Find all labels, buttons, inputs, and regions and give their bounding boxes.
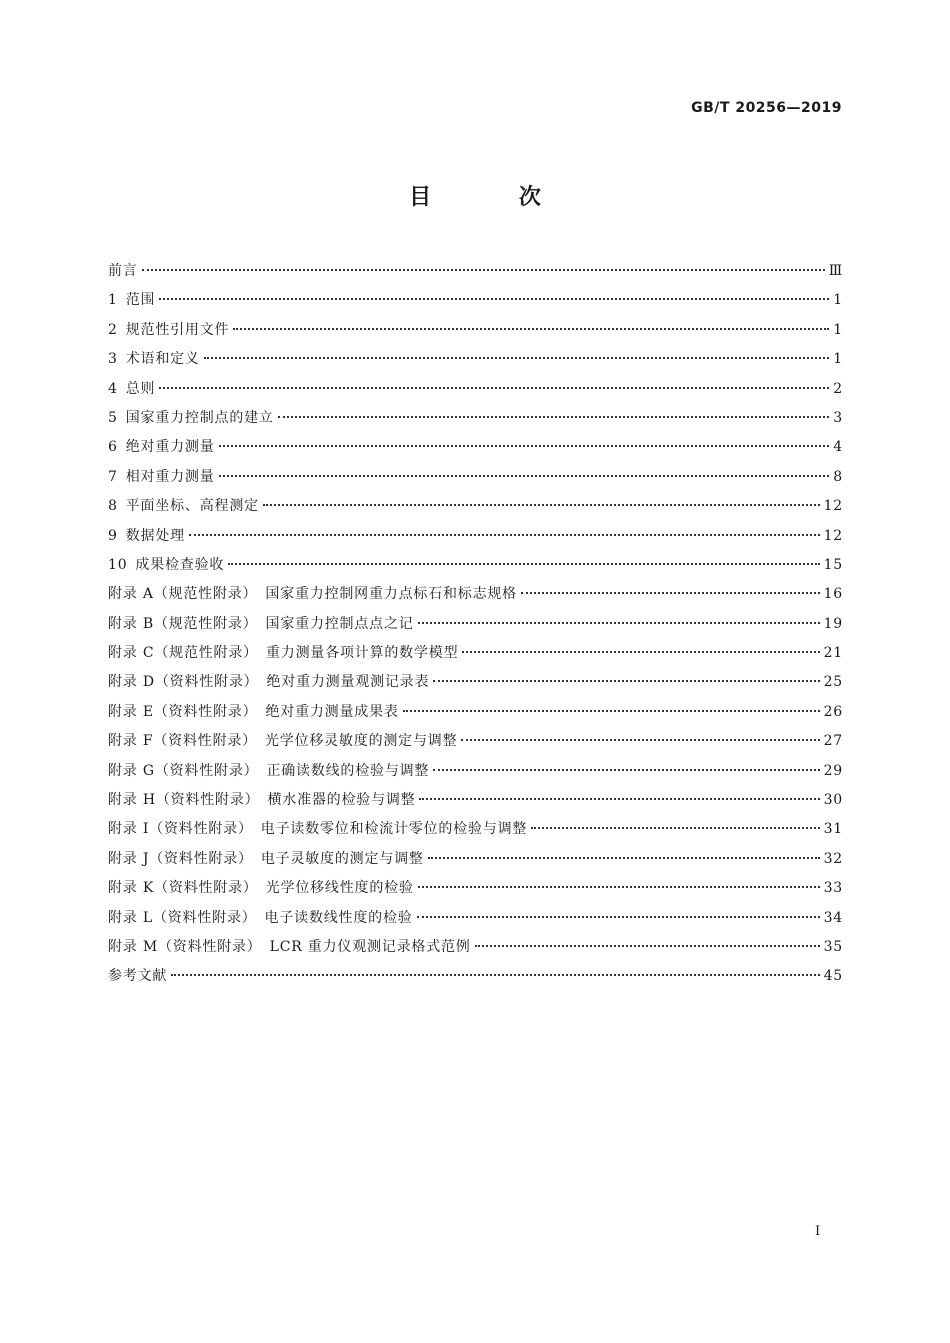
toc-entry-title: 光学位移灵敏度的测定与调整: [264, 733, 458, 750]
toc-entry-page: 16: [823, 586, 843, 603]
toc-entry-page: Ⅲ: [828, 263, 843, 279]
toc-entry[interactable]: [108, 551, 843, 580]
toc-entry-label: [108, 933, 471, 962]
toc-entry-title: 范围: [125, 292, 156, 309]
toc-entry-page: 29: [823, 762, 843, 779]
toc-entry-title: 重力测量各项计算的数学模型: [265, 645, 459, 662]
toc-entry-label: [108, 316, 229, 345]
dot-leader: [521, 592, 820, 594]
toc-entry-title: 国家重力控制点的建立: [125, 409, 274, 426]
toc-entry[interactable]: [108, 286, 843, 315]
dot-leader: [428, 857, 820, 859]
toc-entry-label: [108, 845, 424, 874]
toc-entry-title: 参考文献: [108, 968, 168, 985]
dot-leader: [433, 680, 819, 682]
table-of-contents: [108, 257, 843, 992]
toc-entry-number: 附录 J（资料性附录）: [108, 850, 253, 867]
toc-entry-page: 12: [823, 527, 843, 544]
dot-leader: [228, 563, 819, 565]
toc-entry-page: 26: [823, 703, 843, 720]
toc-entry-title: 绝对重力测量观测记录表: [266, 674, 430, 691]
dot-leader: [233, 328, 829, 330]
dot-leader: [403, 710, 820, 712]
toc-entry-label: [108, 962, 167, 991]
toc-entry-number: 附录 C（规范性附录）: [108, 645, 258, 662]
dot-leader: [419, 798, 819, 800]
toc-entry-label: [108, 786, 415, 815]
toc-entry[interactable]: [108, 580, 843, 609]
toc-entry-label: [108, 551, 224, 580]
dot-leader: [263, 504, 820, 506]
toc-entry[interactable]: [108, 668, 843, 697]
toc-entry-page: 19: [823, 615, 843, 632]
page-title: 目 次: [409, 185, 581, 210]
toc-entry[interactable]: [108, 698, 843, 727]
toc-entry-page: 3: [833, 409, 843, 426]
toc-entry-title: LCR 重力仪观测记录格式范例: [269, 938, 471, 955]
dot-leader: [531, 827, 819, 829]
toc-entry-label: [108, 404, 274, 433]
page-number: Ⅰ: [815, 1224, 821, 1239]
toc-entry-label: [108, 463, 215, 492]
toc-entry[interactable]: [108, 786, 843, 815]
toc-entry-title: 总则: [125, 380, 156, 397]
toc-entry-label: [108, 257, 138, 286]
toc-entry-number: 附录 A（规范性附录）: [108, 586, 258, 603]
toc-entry-number: 9: [108, 527, 118, 544]
toc-entry-title: 平面坐标、高程测定: [125, 498, 259, 515]
toc-entry-page: 21: [823, 645, 843, 662]
dot-leader: [189, 534, 820, 536]
toc-entry-label: [108, 580, 517, 609]
toc-entry-number: 4: [108, 380, 118, 397]
toc-entry-label: [108, 727, 457, 756]
dot-leader: [417, 916, 820, 918]
toc-entry-title: 电子灵敏度的测定与调整: [260, 850, 424, 867]
toc-entry-label: [108, 668, 429, 697]
toc-entry-number: 8: [108, 498, 118, 515]
toc-entry-number: 1: [108, 292, 118, 309]
toc-entry-number: 3: [108, 351, 118, 368]
dot-leader: [204, 357, 829, 359]
toc-entry-page: 1: [833, 292, 843, 309]
toc-entry-number: 附录 K（资料性附录）: [108, 880, 258, 897]
toc-entry-number: 附录 G（资料性附录）: [108, 762, 259, 779]
toc-entry[interactable]: [108, 874, 843, 903]
dot-leader: [159, 298, 829, 300]
toc-entry-number: 附录 M（资料性附录）: [108, 938, 262, 955]
toc-entry-page: 1: [833, 321, 843, 338]
dot-leader: [159, 387, 829, 389]
toc-entry[interactable]: [108, 639, 843, 668]
toc-entry-number: 附录 E（资料性附录）: [108, 703, 258, 720]
dot-leader: [433, 769, 819, 771]
dot-leader: [418, 886, 820, 888]
toc-entry-page: 35: [823, 938, 843, 955]
dot-leader: [219, 445, 829, 447]
toc-entry-number: 6: [108, 439, 118, 456]
toc-entry-title: 相对重力测量: [125, 468, 215, 485]
dot-leader: [278, 416, 829, 418]
toc-entry-number: 附录 D（资料性附录）: [108, 674, 259, 691]
toc-entry[interactable]: [108, 933, 843, 962]
toc-entry-number: 7: [108, 468, 118, 485]
toc-entry-number: 附录 I（资料性附录）: [108, 821, 253, 838]
toc-entry-page: 27: [823, 733, 843, 750]
toc-entry-label: [108, 610, 414, 639]
toc-entry-number: 附录 F（资料性附录）: [108, 733, 257, 750]
toc-entry[interactable]: [108, 375, 843, 404]
toc-entry-page: 31: [823, 821, 843, 838]
toc-entry-title: 数据处理: [125, 527, 185, 544]
dot-leader: [475, 945, 820, 947]
toc-entry-label: [108, 639, 458, 668]
toc-entry-number: 附录 H（资料性附录）: [108, 792, 260, 809]
standard-number: GB/T 20256—2019: [691, 100, 842, 116]
toc-entry-title: 正确读数线的检验与调整: [266, 762, 430, 779]
toc-entry[interactable]: [108, 433, 843, 462]
toc-entry-title: 绝对重力测量: [125, 439, 215, 456]
toc-entry-page: 30: [823, 792, 843, 809]
toc-entry-page: 34: [823, 909, 843, 926]
toc-entry-label: [108, 698, 399, 727]
toc-entry[interactable]: [108, 962, 843, 991]
dot-leader: [171, 974, 819, 976]
toc-entry[interactable]: [108, 845, 843, 874]
toc-entry-title: 国家重力控制点点之记: [265, 615, 414, 632]
toc-entry[interactable]: [108, 345, 843, 374]
toc-entry-page: 1: [833, 351, 843, 368]
toc-entry-label: [108, 815, 527, 844]
toc-entry-label: [108, 433, 215, 462]
toc-entry-page: 15: [823, 556, 843, 573]
toc-entry[interactable]: [108, 316, 843, 345]
toc-entry-page: 4: [833, 439, 843, 456]
toc-entry-number: 附录 L（资料性附录）: [108, 909, 257, 926]
toc-entry-title: 电子读数零位和检流计零位的检验与调整: [260, 821, 528, 838]
toc-entry-title: 国家重力控制网重力点标石和标志规格: [265, 586, 517, 603]
toc-entry[interactable]: [108, 404, 843, 433]
dot-leader: [219, 475, 829, 477]
toc-entry-page: 33: [823, 880, 843, 897]
toc-entry-title: 规范性引用文件: [125, 321, 230, 338]
toc-entry[interactable]: [108, 815, 843, 844]
dot-leader: [461, 739, 819, 741]
toc-entry-label: [108, 522, 185, 551]
toc-entry-page: 32: [823, 850, 843, 867]
toc-entry[interactable]: [108, 904, 843, 933]
toc-entry-number: 附录 B（规范性附录）: [108, 615, 258, 632]
toc-entry-page: 12: [823, 498, 843, 515]
toc-entry-number: 10: [108, 556, 128, 573]
toc-entry-number: 5: [108, 409, 118, 426]
toc-entry-label: [108, 345, 200, 374]
toc-entry[interactable]: [108, 522, 843, 551]
toc-entry-number: 2: [108, 321, 118, 338]
toc-entry-label: [108, 904, 413, 933]
toc-entry-title: 横水准器的检验与调整: [267, 792, 416, 809]
toc-entry[interactable]: [108, 492, 843, 521]
toc-entry[interactable]: [108, 610, 843, 639]
toc-entry-label: [108, 492, 259, 521]
toc-entry-title: 成果检查验收: [135, 556, 225, 573]
toc-entry-title: 术语和定义: [125, 351, 200, 368]
dot-leader: [142, 269, 825, 271]
toc-entry-label: [108, 874, 414, 903]
dot-leader: [462, 651, 819, 653]
toc-entry-title: 电子读数线性度的检验: [264, 909, 413, 926]
toc-entry-title: 光学位移线性度的检验: [265, 880, 414, 897]
toc-entry-page: 25: [823, 674, 843, 691]
toc-entry-label: [108, 375, 155, 404]
dot-leader: [418, 622, 820, 624]
toc-entry-page: 45: [823, 968, 843, 985]
toc-entry[interactable]: [108, 463, 843, 492]
toc-entry[interactable]: [108, 757, 843, 786]
toc-entry[interactable]: [108, 727, 843, 756]
toc-entry-label: [108, 286, 155, 315]
toc-entry-title: 绝对重力测量成果表: [265, 703, 399, 720]
toc-entry-title: 前言: [108, 263, 138, 279]
toc-entry[interactable]: [108, 257, 843, 286]
toc-entry-page: 8: [833, 468, 843, 485]
toc-entry-page: 2: [833, 380, 843, 397]
toc-entry-label: [108, 757, 429, 786]
